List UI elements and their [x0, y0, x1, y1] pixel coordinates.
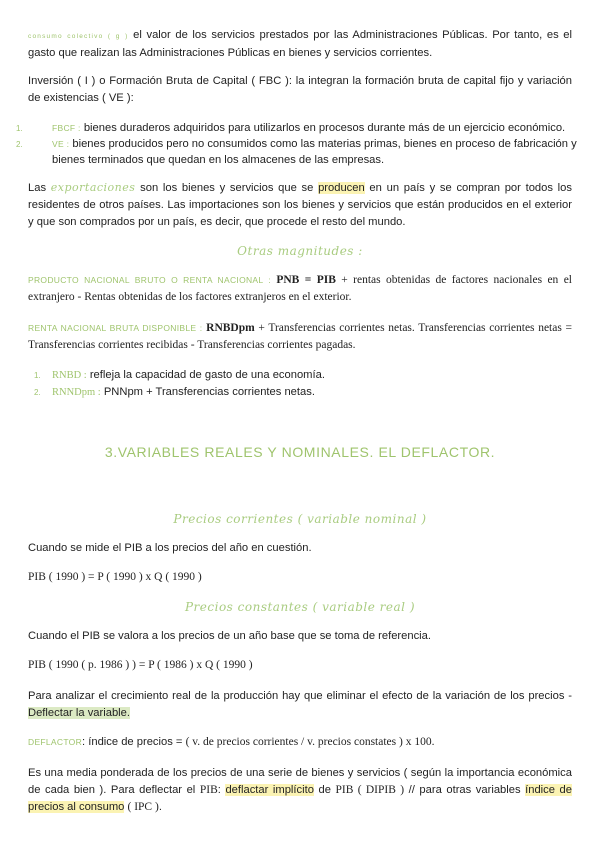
highlight-deflectar: Deflectar la variable. [28, 707, 130, 719]
paragraph-text: el valor de los servicios prestados por las Administraciones Públicas. Por tanto, es el gasto que realizan las Administraciones Públicas en bienes y servicios corrientes. [28, 29, 573, 59]
paragraph-text: // para otras variables [404, 784, 526, 796]
paragraph-text: : índice de precios = [82, 736, 186, 748]
paragraph-text: en un país y se compran por todos los residentes de otros países. Las importaciones son los bienes y servicios que están producidos en el exterior y que son comprados por un país, es decir, que procede el resto del mundo. [28, 182, 572, 228]
paragraph-media-ponderada [28, 765, 572, 816]
paragraph-text: son los bienes y servicios que se [135, 182, 319, 194]
formula-deflactor: ( v. de precios corrientes / v. precios constates ) x 100. [185, 736, 435, 748]
term-fbcf: FBCF : [52, 123, 81, 133]
term-ipc: ( IPC ) [127, 801, 159, 813]
formula-pib-1990: PIB ( 1990 ) = P ( 1990 ) x Q ( 1990 ) [28, 571, 202, 583]
subheading-precios-constantes: Precios constantes ( variable real ) [184, 600, 416, 614]
highlight-deflactar-implicito: deflactar implícito [225, 784, 314, 796]
list-item [16, 137, 590, 168]
paragraph-text: : [217, 784, 226, 796]
term-rnbd: RENTA NACIONAL BRUTA DISPONIBLE : [28, 323, 203, 333]
paragraph-text: Cuando el PIB se valora a los precios de un año base que se toma de referencia. [28, 630, 432, 642]
term-rnbd-short: RNBD : [52, 370, 87, 381]
subheading-precios-corrientes: Precios corrientes ( variable nominal ) [173, 512, 427, 526]
paragraph-text: Cuando se mide el PIB a los precios del año en cuestión. [28, 542, 312, 554]
paragraph-text: + rentas obtenidas de factores nacionales en el extranjero - Rentas obtenidas de los factores extranjeros en el exterior. [28, 274, 573, 303]
formula-rnbd: RNBDpm [202, 322, 255, 334]
highlight-producen: producen [318, 182, 365, 194]
list-number: 1. [34, 371, 41, 380]
list-number: 1. [16, 124, 23, 133]
list-number: 2. [16, 140, 23, 149]
term-ve: VE : [52, 139, 70, 149]
paragraph-inversion [28, 73, 572, 107]
term-pnb: PRODUCTO NACIONAL BRUTO O RENTA NACIONAL : [28, 275, 271, 285]
list-item [34, 385, 572, 401]
term-dipib: PIB ( DIPIB ) [335, 784, 405, 796]
paragraph-deflactor [28, 734, 572, 751]
list-text: refleja la capacidad de gasto de una economía. [86, 369, 325, 381]
list-text: PNNpm + Transferencias corrientes netas. [100, 386, 315, 398]
paragraph-rnbd [28, 320, 572, 354]
term-pib: PIB [199, 784, 218, 796]
formula-pnb: PNB = PIB [270, 274, 336, 286]
formula-pib-base: PIB ( 1990 ( p. 1986 ) ) = P ( 1986 ) x Q ( 1990 ) [28, 659, 253, 671]
paragraph-precios-constantes [28, 628, 572, 645]
highlight-ipc: índice de precios al consumo [28, 784, 572, 813]
paragraph-crecimiento-real [28, 688, 572, 722]
subheading-otras-magnitudes: Otras magnitudes : [237, 244, 363, 258]
paragraph-pnb [28, 272, 572, 306]
list-item [16, 121, 590, 137]
list-item [34, 368, 572, 384]
term-rnndpm: RNNDpm : [52, 387, 101, 398]
paragraph-text: . [158, 801, 162, 813]
paragraph-text: Para analizar el crecimiento real de la producción hay que eliminar el efecto de la variación de los precios - [28, 690, 572, 702]
paragraph-precios-corrientes [28, 540, 572, 557]
section-title: 3.VARIABLES REALES Y NOMINALES. EL DEFLACTOR. [104, 444, 496, 460]
list-text: bienes duraderos adquiridos para utilizarlos en procesos durante más de un ejercicio económico. [80, 122, 566, 134]
paragraph-consumo-colectivo [28, 27, 572, 62]
list-number: 2. [34, 388, 41, 397]
paragraph-exportaciones [28, 179, 572, 231]
paragraph-text: + Transferencias corrientes netas. Transferencias corrientes netas = Transferencias corrientes recibidas - Transferencias corrientes pagadas. [28, 322, 572, 351]
term-deflactor: DEFLACTOR [28, 737, 83, 747]
list-text: bienes producidos pero no consumidos como las materias primas, bienes en proceso de fabricación y bienes terminados que quedan en los almacenes de las empresas. [52, 138, 577, 166]
paragraph-text: de [313, 784, 336, 796]
term-exportaciones: exportaciones [50, 181, 136, 194]
paragraph-text: Es una media ponderada de los precios de una serie de bienes y servicios ( según la importancia económica de cada bien ). Para deflectar el [28, 767, 572, 796]
term-consumo-colectivo: consumo colectivo ( g ) [28, 33, 129, 40]
paragraph-text: Las [28, 182, 51, 194]
paragraph-text: Inversión ( I ) o Formación Bruta de Capital ( FBC ): la integran la formación bruta de capital fijo y variación de existencias ( VE ): [28, 75, 572, 104]
